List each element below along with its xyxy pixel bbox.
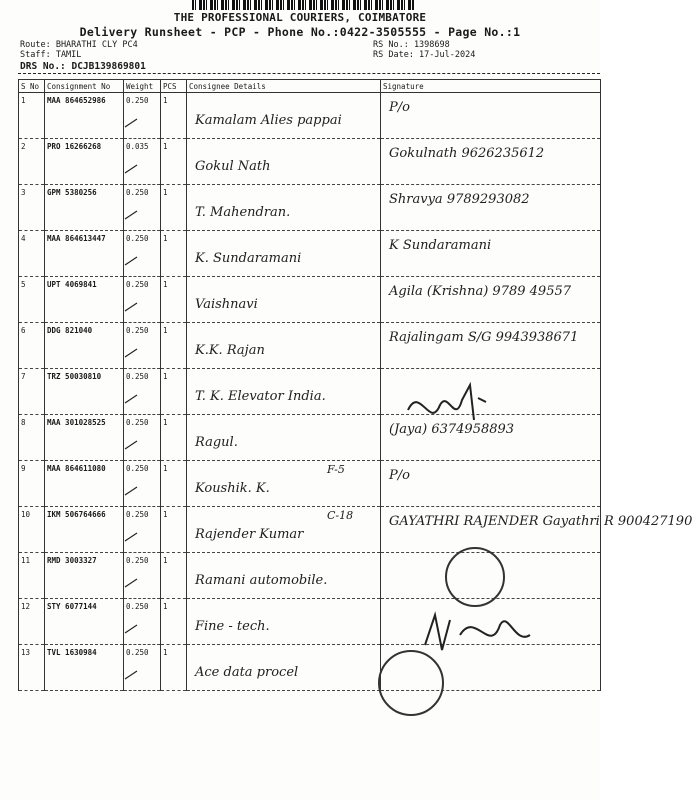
cell-consignment [45,599,124,645]
route-label: Route: BHARATHI CLY PC4 [20,40,138,50]
table-row [19,139,601,185]
cell-consignee [187,599,381,645]
cell-sno-text: 4 [21,234,26,243]
cell-consignee [187,415,381,461]
signature-handwriting: Agila (Krishna) 9789 49557 [389,284,572,299]
runsheet-subtitle: Delivery Runsheet - PCP - Phone No.:0422-3505555 - Page No.:1 [79,25,521,39]
cell-weight-text: 0.250 [126,464,149,473]
cell-consignment [45,185,124,231]
cell-weight [124,323,161,369]
cell-pcs [161,277,187,323]
cell-consignee [187,185,381,231]
cell-consignment-text: MAA 301028525 [47,418,106,427]
cell-pcs [161,185,187,231]
cell-pcs-text: 1 [163,418,168,427]
col-header-signature: Signature [381,80,601,93]
cell-sno [19,185,45,231]
cell-weight-text: 0.250 [126,280,149,289]
cell-sno-text: 2 [21,142,26,151]
cell-pcs [161,323,187,369]
cell-weight [124,139,161,185]
consignee-note: C-18 [327,509,354,522]
signature-handwriting: GAYATHRI RAJENDER Gayathri R 900427190 [389,514,692,529]
consignee-handwriting: K.K. Rajan [195,343,265,358]
cell-signature [381,185,601,231]
col-header-sno: S No [19,80,45,93]
staff-label: Staff: TAMIL [20,50,82,60]
company-title: THE PROFESSIONAL COURIERS, COIMBATORE [173,11,427,24]
cell-weight [124,461,161,507]
consignee-handwriting: Ace data procel [195,665,299,680]
tick-mark-icon [124,486,138,496]
cell-weight-text: 0.035 [126,142,149,151]
cell-weight-text: 0.250 [126,188,149,197]
consignee-note: F-5 [327,463,345,476]
cell-sno [19,599,45,645]
cell-consignment-text: UPT 4069841 [47,280,97,289]
cell-consignee [187,645,381,691]
cell-sno-text: 7 [21,372,26,381]
cell-sno-text: 12 [21,602,31,611]
consignee-handwriting: T. Mahendran. [195,205,291,220]
cell-sno [19,93,45,139]
cell-consignee [187,277,381,323]
cell-weight [124,231,161,277]
cell-pcs [161,461,187,507]
cell-pcs-text: 1 [163,280,168,289]
cell-weight-text: 0.250 [126,96,149,105]
signature-handwriting: Shravya 9789293082 [389,192,530,207]
cell-sno [19,415,45,461]
table-row [19,415,601,461]
cell-pcs-text: 1 [163,188,168,197]
cell-sno [19,461,45,507]
cell-sno [19,369,45,415]
cell-pcs-text: 1 [163,510,168,519]
cell-sno-text: 13 [21,648,31,657]
drs-number: DRS No.: DCJB139869801 [20,61,146,72]
handwritten-signature-scribble [400,380,490,435]
consignee-handwriting: T. K. Elevator India. [195,389,326,404]
cell-consignment [45,93,124,139]
cell-sno [19,231,45,277]
signature-handwriting: Gokulnath 9626235612 [389,146,545,161]
cell-weight [124,507,161,553]
tick-mark-icon [124,624,138,634]
consignee-handwriting: Vaishnavi [195,297,258,312]
rs-number: RS No.: 1398698 [373,40,450,50]
cell-consignment-text: TVL 1630984 [47,648,97,657]
cell-consignee [187,323,381,369]
table-header-row [19,80,601,93]
consignee-handwriting: Koushik. K. [195,481,270,496]
tick-mark-icon [124,440,138,450]
cell-consignment-text: PRO 16266268 [47,142,102,151]
cell-sno [19,645,45,691]
header-separator [18,73,600,74]
tick-mark-icon [124,118,138,128]
cell-consignment-text: GPM 5380256 [47,188,97,197]
table-row [19,369,601,415]
cell-weight-text: 0.250 [126,372,149,381]
cell-pcs-text: 1 [163,372,168,381]
cell-consignment-text: MAA 864611080 [47,464,106,473]
cell-pcs [161,415,187,461]
cell-weight [124,645,161,691]
table-row [19,323,601,369]
tick-mark-icon [124,256,138,266]
cell-consignment-text: TRZ 50030810 [47,372,102,381]
cell-signature [381,277,601,323]
col-header-consignment: Consignment No [45,80,124,93]
cell-pcs-text: 1 [163,96,168,105]
cell-weight-text: 0.250 [126,418,149,427]
col-header-pcs: PCS [161,80,187,93]
cell-consignment [45,415,124,461]
cell-sno-text: 3 [21,188,26,197]
consignee-handwriting: Gokul Nath [195,159,271,174]
cell-consignment-text: RMD 3003327 [47,556,97,565]
cell-consignment [45,139,124,185]
cell-weight [124,415,161,461]
signature-handwriting: P/o [389,468,410,483]
cell-consignee [187,93,381,139]
tick-mark-icon [124,348,138,358]
cell-signature [381,507,692,553]
cell-pcs-text: 1 [163,556,168,565]
rs-date: RS Date: 17-Jul-2024 [373,50,476,60]
cell-weight [124,277,161,323]
cell-pcs-text: 1 [163,602,168,611]
table-row [19,507,601,553]
runsheet-table [18,79,692,691]
cell-consignee [187,139,381,185]
cell-sno [19,139,45,185]
cell-sno [19,277,45,323]
signature-handwriting: Rajalingam S/G 9943938671 [389,330,579,345]
cell-consignment-text: DDG 821040 [47,326,93,335]
table-row [19,553,601,599]
cell-pcs-text: 1 [163,464,168,473]
cell-consignment-text: MAA 864613447 [47,234,106,243]
cell-consignee [187,507,381,553]
cell-weight-text: 0.250 [126,648,149,657]
company-seal-stamp [445,547,505,607]
cell-consignment-text: STY 6077144 [47,602,97,611]
cell-signature [381,93,601,139]
tick-mark-icon [124,164,138,174]
table-row [19,231,601,277]
cell-signature [381,231,601,277]
cell-consignment [45,277,124,323]
table-row [19,277,601,323]
cell-pcs [161,553,187,599]
cell-sno-text: 9 [21,464,26,473]
consignee-handwriting: Kamalam Alies pappai [195,113,342,128]
cell-weight-text: 0.250 [126,556,149,565]
signature-handwriting: P/o [389,100,410,115]
cell-signature [381,323,601,369]
cell-weight-text: 0.250 [126,234,149,243]
cell-sno [19,323,45,369]
cell-weight [124,185,161,231]
cell-consignment [45,231,124,277]
cell-pcs [161,599,187,645]
cell-weight-text: 0.250 [126,510,149,519]
cell-consignment [45,369,124,415]
cell-weight [124,599,161,645]
barcode [192,0,414,10]
cell-pcs [161,139,187,185]
cell-sno [19,507,45,553]
consignee-handwriting: Fine - tech. [195,619,270,634]
tick-mark-icon [124,578,138,588]
cell-consignee [187,461,381,507]
cell-pcs-text: 1 [163,326,168,335]
col-header-weight: Weight [124,80,161,93]
cell-weight-text: 0.250 [126,602,149,611]
cell-pcs [161,369,187,415]
cell-consignee [187,231,381,277]
consignee-handwriting: Ragul. [195,435,238,450]
cell-signature [381,461,601,507]
consignee-handwriting: K. Sundaramani [195,251,302,266]
cell-pcs [161,645,187,691]
cell-sno-text: 11 [21,556,31,565]
cell-pcs-text: 1 [163,142,168,151]
cell-signature [381,139,601,185]
consignee-handwriting: Ramani automobile. [195,573,328,588]
cell-sno-text: 5 [21,280,26,289]
cell-pcs [161,507,187,553]
signature-handwriting: K Sundaramani [389,238,492,253]
tick-mark-icon [124,394,138,404]
cell-consignee [187,369,381,415]
cell-sno-text: 1 [21,96,26,105]
cell-weight [124,553,161,599]
cell-weight [124,369,161,415]
consignee-handwriting: Rajender Kumar [195,527,304,542]
cell-sno-text: 10 [21,510,31,519]
cell-weight [124,93,161,139]
tick-mark-icon [124,670,138,680]
cell-sno-text: 8 [21,418,26,427]
table-row [19,461,601,507]
cell-pcs [161,231,187,277]
handwritten-signature-scribble [420,605,540,665]
cell-sno-text: 6 [21,326,26,335]
cell-consignment [45,461,124,507]
tick-mark-icon [124,210,138,220]
col-header-consignee: Consignee Details [187,80,381,93]
cell-pcs-text: 1 [163,648,168,657]
cell-pcs-text: 1 [163,234,168,243]
cell-consignee [187,553,381,599]
cell-sno [19,553,45,599]
cell-consignment [45,323,124,369]
cell-consignment [45,645,124,691]
cell-consignment [45,507,124,553]
table-row [19,185,601,231]
cell-pcs [161,93,187,139]
tick-mark-icon [124,302,138,312]
signature-handwriting: (Jaya) 6374958893 [389,422,515,437]
tick-mark-icon [124,532,138,542]
cell-consignment-text: MAA 864652986 [47,96,106,105]
cell-consignment [45,553,124,599]
cell-consignment-text: IKM 506764666 [47,510,106,519]
cell-weight-text: 0.250 [126,326,149,335]
table-row [19,93,601,139]
